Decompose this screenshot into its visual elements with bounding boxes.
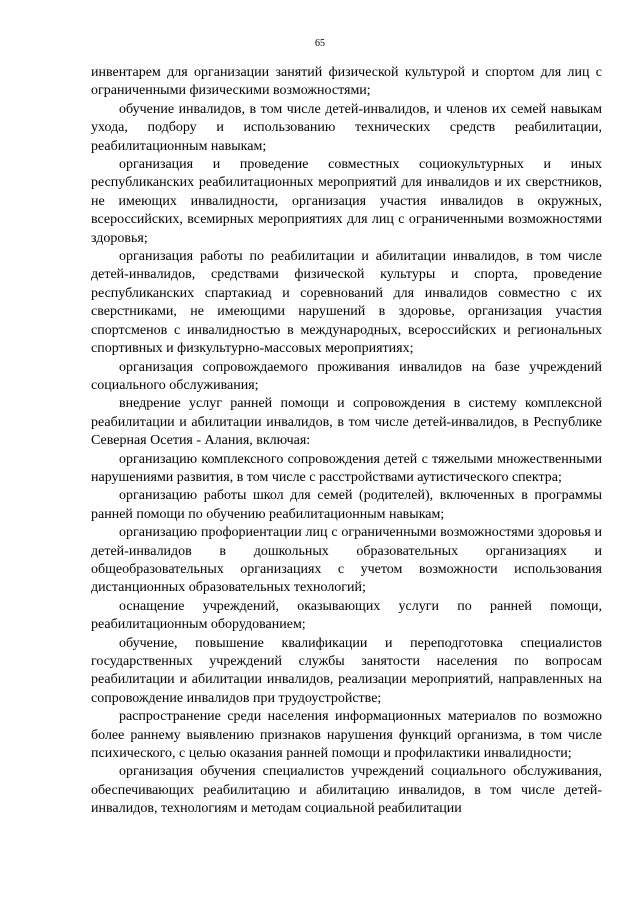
page-number: 65 xyxy=(315,38,325,49)
paragraph: распространение среди населения информационных материалов по возможно более раннему выявлению признаков нарушения функций организма, в том числе психического, с целью оказания ранней помощи и профилактики инвалидности; xyxy=(91,709,602,762)
paragraph: обучение, повышение квалификации и переподготовка специалистов государственных учреждений службы занятости населения по вопросам реабилитации и абилитации инвалидов, реализации мероприятий, направленных на сопровождение инвалидов при трудоустройстве; xyxy=(91,635,602,706)
paragraph: обучение инвалидов, в том числе детей-инвалидов, и членов их семей навыкам ухода, подбору и использованию технических средств реабилитации, реабилитационным навыкам; xyxy=(91,101,602,154)
paragraph: инвентарем для организации занятий физической культурой и спортом для лиц с ограниченными физическими возможностями; xyxy=(91,65,602,99)
paragraph: организацию комплексного сопровождения детей с тяжелыми множественными нарушениями развития, в том числе с расстройствами аутистического спектра; xyxy=(91,451,602,485)
paragraph: оснащение учреждений, оказывающих услуги по ранней помощи, реабилитационным оборудованием; xyxy=(91,598,602,633)
paragraph: организация сопровождаемого проживания инвалидов на базе учреждений социального обслуживания; xyxy=(91,359,602,393)
paragraph: организация работы по реабилитации и абилитации инвалидов, в том числе детей-инвалидов, средствами физической культуры и спорта, проведение республиканских спартакиад и соревнований для инвалидов совместно с их сверстниками, не имеющими нарушений в здоровье, организация участия спортсменов с инвалидностью в международных, всероссийских и региональных спортивных и физкультурно-массовых мероприятиях; xyxy=(91,249,602,357)
paragraph: организацию профориентации лиц с ограниченными возможностями здоровья и детей-инвалидов в дошкольных образовательных организациях и общеобразовательных организациях с учетом возможности использования дистанционных образовательных технологий; xyxy=(91,525,602,596)
body-text xyxy=(91,64,602,819)
paragraph: внедрение услуг ранней помощи и сопровождения в систему комплексной реабилитации и абилитации инвалидов, в том числе детей-инвалидов, в Республике Северная Осетия - Алания, включая: xyxy=(91,396,602,449)
paragraph: организация обучения специалистов учреждений социального обслуживания, обеспечивающих реабилитацию и абилитацию инвалидов, в том числе детей-инвалидов, технологиям и методам социальной реабилитации xyxy=(91,764,602,817)
paragraph: организация и проведение совместных социокультурных и иных республиканских реабилитационных мероприятий для инвалидов и их сверстников, не имеющих инвалидности, организация участия инвалидов в окружных, всероссийских, всемирных мероприятиях для лиц с ограниченными возможностями здоровья; xyxy=(91,157,602,246)
paragraph: организацию работы школ для семей (родителей), включенных в программы ранней помощи по обучению реабилитационным навыкам; xyxy=(91,488,602,522)
